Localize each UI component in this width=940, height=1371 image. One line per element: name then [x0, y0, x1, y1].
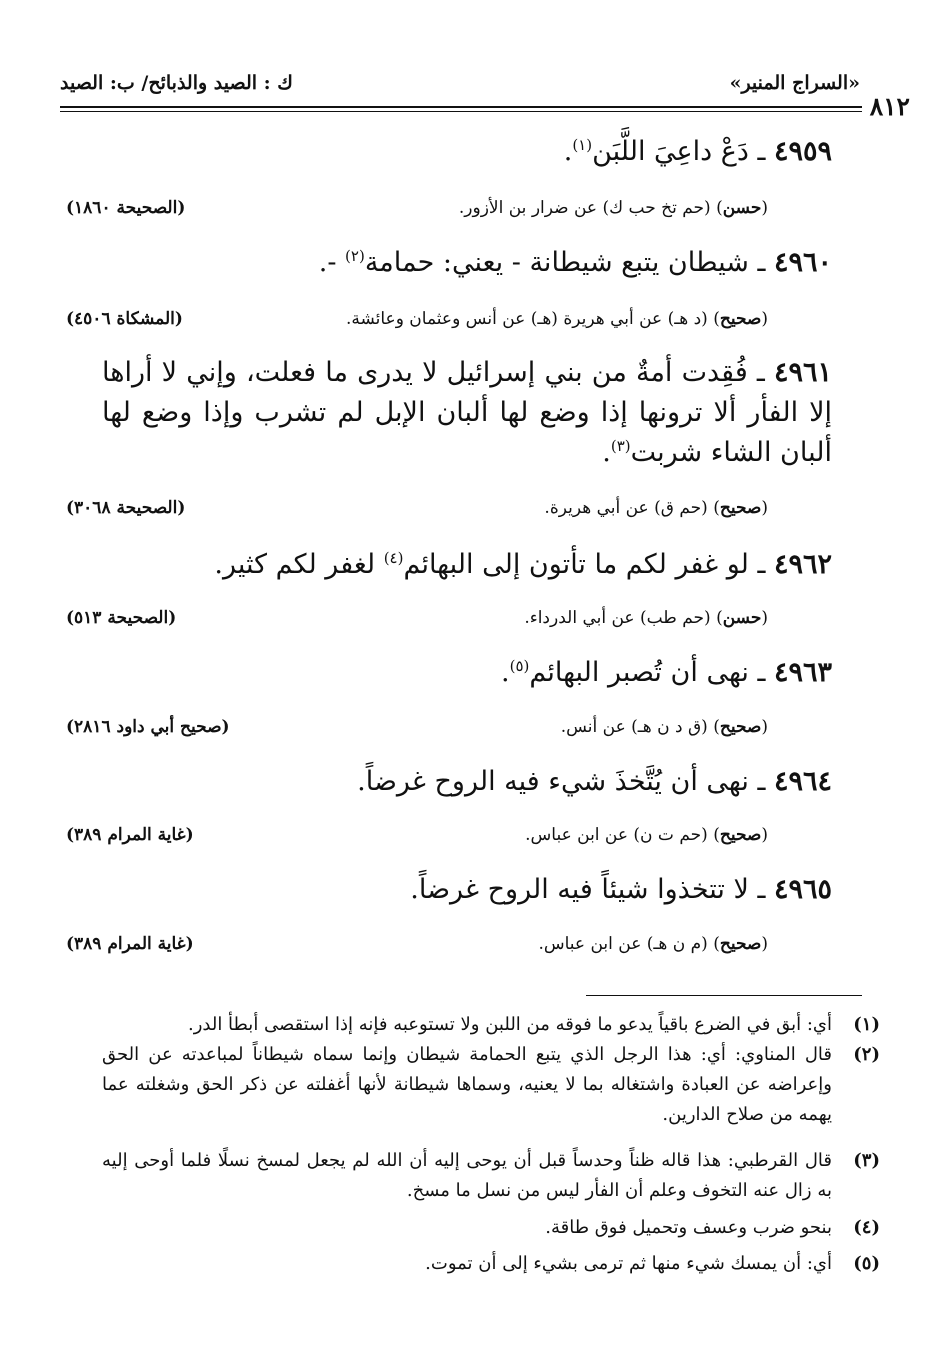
hadith-text: لو غفر لكم ما تأتون إلى البهائم — [403, 549, 749, 580]
hadith-4960: ٤٩٦٠ ـ شيطان يتبع شيطانة - يعني: حمامة$^{(٢)}$ -. — [318, 247, 832, 278]
footnote-2 — [102, 1040, 880, 1130]
hadith-grade: صحيح — [719, 717, 762, 737]
hadith-text: لا تتخذوا شيئاً فيه الروح غرضاً. — [410, 874, 749, 905]
footnote-mark: (٢) — [853, 1044, 880, 1065]
hadith-source: (صحيح) (د هـ) عن أبي هريرة (هـ) عن أنس وعثمان وعائشة. — [345, 309, 768, 329]
hadith-grade: حسن — [722, 608, 762, 628]
hadith-grade: صحيح — [719, 309, 762, 329]
hadith-text: شيطان يتبع شيطانة - يعني: حمامة — [364, 247, 749, 278]
hadith-number: ٤٩٦٥ — [773, 874, 832, 905]
hadith-text: نهى أن يُتَّخذَ شيء فيه الروح غرضاً. — [357, 766, 749, 797]
footnote-text: قال القرطبي: هذا قاله ظناً وحدساً قبل أن يوحى إليه أن الله لم يجعل لمسخ نسلًا فلما أوحى إليه به زال عنه التخوف وعلم أن الفأر ليس من نسل ما مسخ. — [102, 1150, 832, 1201]
hadith-source: (صحيح) (ق د ن هـ) عن أنس. — [560, 717, 768, 737]
hadith-text: فُقِدت أمةٌ من بني إسرائيل لا يدرى ما فعلت، وإني لا أراها إلا الفأر ألا ترونها إذا وضع لها ألبان الإبل لم تشرب وإذا وضع لها ألبان الشاء شربت — [102, 357, 832, 468]
hadith-source: (حسن) (حم تخ حب ك) عن ضرار بن الأزور. — [458, 198, 768, 218]
header-rule — [60, 106, 862, 108]
hadith-reference: (المشكاة ٤٥٠٦) — [66, 309, 183, 329]
footnote-text: قال المناوي: أي: هذا الرجل الذي يتبع الحمامة شيطان وإنما سماه شيطاناً لمباعدته عن الحق وإعراضه عن العبادة واشتغاله بما لا يعنيه، وسماها شيطانة لأنها أغفلته عن ذكر الحق وشغلته عما يهمه من صلاح الدارين. — [102, 1044, 832, 1125]
footnote-ref: (٥) — [509, 657, 530, 675]
hadith-4965: ٤٩٦٥ ـ لا تتخذوا شيئاً فيه الروح غرضاً. — [410, 874, 832, 905]
source-text: (حم تخ حب ك) عن ضرار بن الأزور. — [458, 198, 711, 218]
footnote-ref: (٤) — [383, 549, 404, 567]
hadith-number: ٤٩٦٢ — [773, 549, 832, 580]
hadith-reference: (غاية المرام ٣٨٩) — [66, 825, 194, 845]
footnote-3 — [102, 1146, 880, 1206]
hadith-reference: (غاية المرام ٣٨٩) — [66, 934, 194, 954]
hadith-reference: (صحيح أبي داود ٢٨١٦) — [66, 717, 230, 737]
footnote-mark: (٥) — [853, 1253, 880, 1274]
hadith-4962: ٤٩٦٢ ـ لو غفر لكم ما تأتون إلى البهائم$^{(٤)}$ لغفر لكم كثير. — [214, 549, 832, 580]
hadith-grade: حسن — [722, 198, 762, 218]
hadith-4964: ٤٩٦٤ ـ نهى أن يُتَّخذَ شيء فيه الروح غرضاً. — [357, 766, 832, 797]
footnote-text: أي: أن يمسك شيء منها ثم ترمى بشيء إلى أن تموت. — [425, 1253, 832, 1274]
footnote-ref: (٣) — [610, 437, 631, 455]
hadith-reference: (الصحيحة ١٨٦٠) — [66, 198, 186, 218]
footnote-text: أي: أبق في الضرع باقياً يدعو ما فوقه من اللبن ولا تستوعبه فإنه إذا استقصى أبطأ الدر. — [187, 1014, 832, 1035]
chapter-title: ك : الصيد والذبائح/ ب: الصيد — [60, 72, 293, 94]
source-text: (حم طب) عن أبي الدرداء. — [524, 608, 711, 628]
footnote-mark: (٣) — [853, 1150, 880, 1171]
hadith-grade: صحيح — [719, 934, 762, 954]
hadith-number: ٤٩٦١ — [774, 357, 833, 388]
book-title: «السراج المنير» — [729, 72, 860, 94]
footnote-text: بنحو ضرب وعسف وتحميل فوق طاقة. — [545, 1217, 832, 1238]
hadith-source: (صحيح) (م ن هـ) عن ابن عباس. — [538, 934, 768, 954]
footnote-5 — [102, 1249, 880, 1279]
hadith-text: دَعْ داعِيَ اللَّبَن — [592, 136, 749, 167]
source-text: (حم ت ن) عن ابن عباس. — [525, 825, 708, 845]
hadith-4961: ٤٩٦١ ـ فُقِدت أمةٌ من بني إسرائيل لا يدرى ما فعلت، وإني لا أراها إلا الفأر ألا ترونها إذا وضع لها ألبان الإبل لم تشرب وإذا وضع لها ألبان الشاء شربت$^{(٣)}$. — [102, 357, 833, 468]
source-text: (م ن هـ) عن ابن عباس. — [538, 934, 708, 954]
page-header — [60, 72, 910, 121]
hadith-number: ٤٩٦٣ — [773, 657, 832, 688]
hadith-number: ٤٩٦٠ — [773, 247, 832, 278]
hadith-number: ٤٩٥٩ — [773, 136, 832, 167]
hadith-text: نهى أن تُصبر البهائم — [529, 657, 749, 688]
hadith-source: (صحيح) (حم ق) عن أبي هريرة. — [544, 498, 768, 518]
source-text: (ق د ن هـ) عن أنس. — [560, 717, 708, 737]
footnote-ref: (٢) — [345, 247, 365, 265]
hadith-reference: (الصحيحة ٥١٣) — [66, 608, 177, 628]
hadith-source: (صحيح) (حم ت ن) عن ابن عباس. — [525, 825, 768, 845]
footnote-ref: (١) — [572, 136, 593, 154]
footnote-1 — [102, 1010, 880, 1040]
hadith-grade: صحيح — [719, 498, 762, 518]
hadith-text-tail: -. — [318, 247, 346, 278]
hadith-source: (حسن) (حم طب) عن أبي الدرداء. — [524, 608, 768, 628]
hadith-grade: صحيح — [719, 825, 762, 845]
header-rule-thin — [60, 111, 862, 112]
footnote-separator — [586, 995, 862, 996]
hadith-text-tail: لغفر لكم كثير. — [214, 549, 384, 580]
footnote-4 — [102, 1213, 880, 1243]
hadith-number: ٤٩٦٤ — [773, 766, 832, 797]
source-text: (حم ق) عن أبي هريرة. — [544, 498, 708, 518]
hadith-text-tail: . — [563, 136, 573, 167]
footnote-mark: (٤) — [853, 1217, 880, 1238]
hadith-4963: ٤٩٦٣ ـ نهى أن تُصبر البهائم$^{(٥)}$. — [500, 657, 832, 688]
hadith-4959: ٤٩٥٩ ـ دَعْ داعِيَ اللَّبَن$^{(١)}$. — [563, 136, 832, 167]
hadith-text-tail: . — [602, 437, 611, 468]
hadith-text-tail: . — [500, 657, 510, 688]
page-number: ٨١٢ — [869, 92, 910, 121]
source-text: (د هـ) عن أبي هريرة (هـ) عن أنس وعثمان وعائشة. — [345, 309, 708, 329]
footnote-mark: (١) — [853, 1014, 880, 1035]
hadith-reference: (الصحيحة ٣٠٦٨) — [66, 498, 186, 518]
